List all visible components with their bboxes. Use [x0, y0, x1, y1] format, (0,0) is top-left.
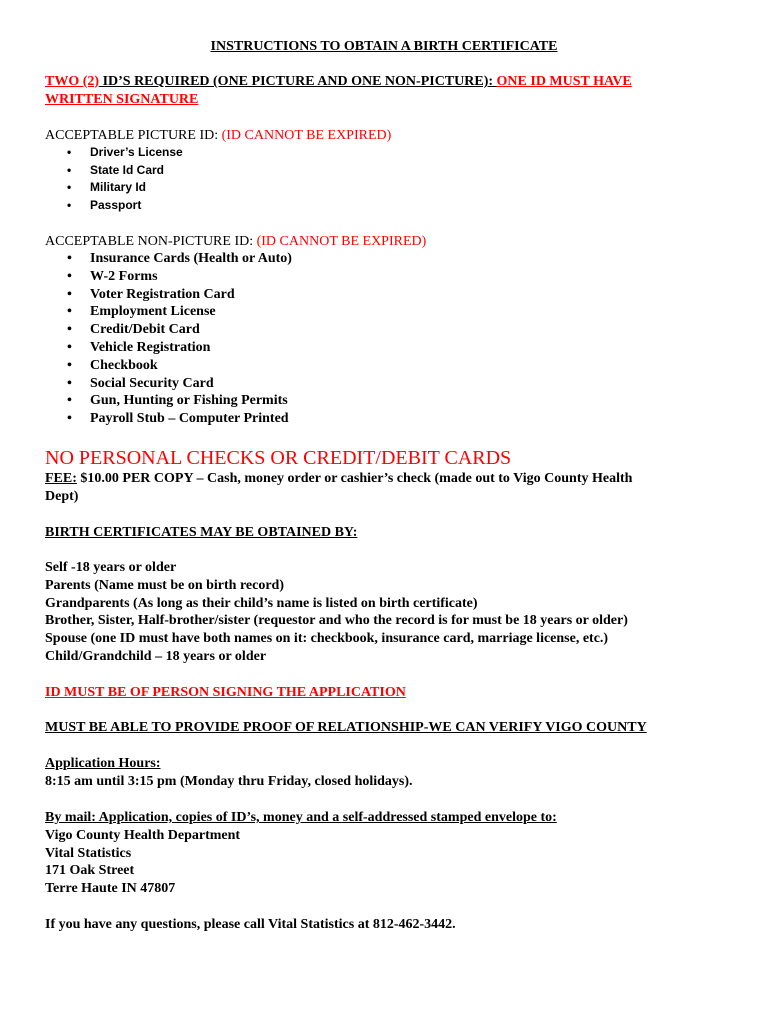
list-item: • State Id Card: [45, 162, 725, 180]
mail-heading: By mail: Application, copies of ID’s, money and a self-addressed stamped envelope to:: [45, 810, 557, 825]
ids-count: TWO (2): [45, 74, 100, 89]
signature-requirement-1: ONE ID MUST HAVE: [496, 74, 632, 89]
list-item: • Vehicle Registration: [45, 339, 725, 357]
no-checks-warning: NO PERSONAL CHECKS OR CREDIT/DEBIT CARDS: [45, 447, 512, 469]
non-picture-id-warning: (ID CANNOT BE EXPIRED): [256, 234, 427, 249]
signature-requirement-2: WRITTEN SIGNATURE: [45, 91, 199, 107]
non-picture-id-label: ACCEPTABLE NON-PICTURE ID:: [45, 234, 257, 249]
list-item: • Insurance Cards (Health or Auto): [45, 250, 725, 268]
proof-of-relationship-notice: MUST BE ABLE TO PROVIDE PROOF OF RELATIONSHIP-WE CAN VERIFY VIGO COUNTY: [45, 720, 647, 735]
list-item: • Credit/Debit Card: [45, 321, 725, 339]
page-title: INSTRUCTIONS TO OBTAIN A BIRTH CERTIFICATE: [210, 39, 558, 54]
list-item: • Payroll Stub – Computer Printed: [45, 410, 725, 428]
obtained-by-list: [45, 559, 725, 666]
list-item: • Checkbook: [45, 357, 725, 375]
picture-id-list: [45, 144, 725, 214]
list-item: Brother, Sister, Half-brother/sister (requestor and who the record is for must be 18 years or older): [45, 613, 628, 629]
list-item: • Employment License: [45, 303, 725, 321]
list-item: • Military Id: [45, 179, 725, 197]
non-picture-id-list: [45, 250, 725, 428]
mail-info: [45, 809, 725, 898]
address-line: Vigo County Health Department: [45, 827, 241, 843]
ids-required-text: ID’S REQUIRED (ONE PICTURE AND ONE NON-PICTURE):: [99, 74, 497, 89]
fee-info: [45, 470, 725, 506]
address-line: Vital Statistics: [45, 845, 132, 861]
list-item: • W-2 Forms: [45, 268, 725, 286]
fee-text-1: $10.00 PER COPY – Cash, money order or cashier’s check (made out to Vigo County Health: [76, 471, 633, 486]
obtained-by-heading: BIRTH CERTIFICATES MAY BE OBTAINED BY:: [45, 525, 358, 540]
questions-contact: If you have any questions, please call Vital Statistics at 812-462-3442.: [45, 917, 456, 932]
address-line: Terre Haute IN 47807: [45, 881, 176, 897]
ids-required-notice: [45, 73, 725, 109]
fee-text-2: Dept): [45, 488, 79, 504]
list-item: Child/Grandchild – 18 years or older: [45, 648, 267, 664]
picture-id-warning: (ID CANNOT BE EXPIRED): [221, 128, 392, 143]
picture-id-heading: [45, 127, 725, 145]
application-hours: [45, 755, 725, 791]
address-line: 171 Oak Street: [45, 863, 135, 879]
list-item: Parents (Name must be on birth record): [45, 577, 285, 593]
picture-id-label: ACCEPTABLE PICTURE ID:: [45, 128, 222, 143]
list-item: Spouse (one ID must have both names on it: checkbook, insurance card, marriage license, etc.): [45, 631, 609, 647]
list-item: • Passport: [45, 197, 725, 215]
list-item: • Gun, Hunting or Fishing Permits: [45, 392, 725, 410]
fee-label: FEE:: [45, 471, 77, 486]
list-item: Self -18 years or older: [45, 560, 177, 575]
list-item: • Voter Registration Card: [45, 286, 725, 304]
hours-text: 8:15 am until 3:15 pm (Monday thru Friday, closed holidays).: [45, 773, 413, 789]
list-item: Grandparents (As long as their child’s name is listed on birth certificate): [45, 595, 478, 611]
id-must-be-notice: ID MUST BE OF PERSON SIGNING THE APPLICATION: [45, 685, 406, 700]
non-picture-id-heading: [45, 233, 725, 251]
hours-label: Application Hours:: [45, 756, 161, 771]
list-item: • Driver’s License: [45, 144, 725, 162]
list-item: • Social Security Card: [45, 375, 725, 393]
